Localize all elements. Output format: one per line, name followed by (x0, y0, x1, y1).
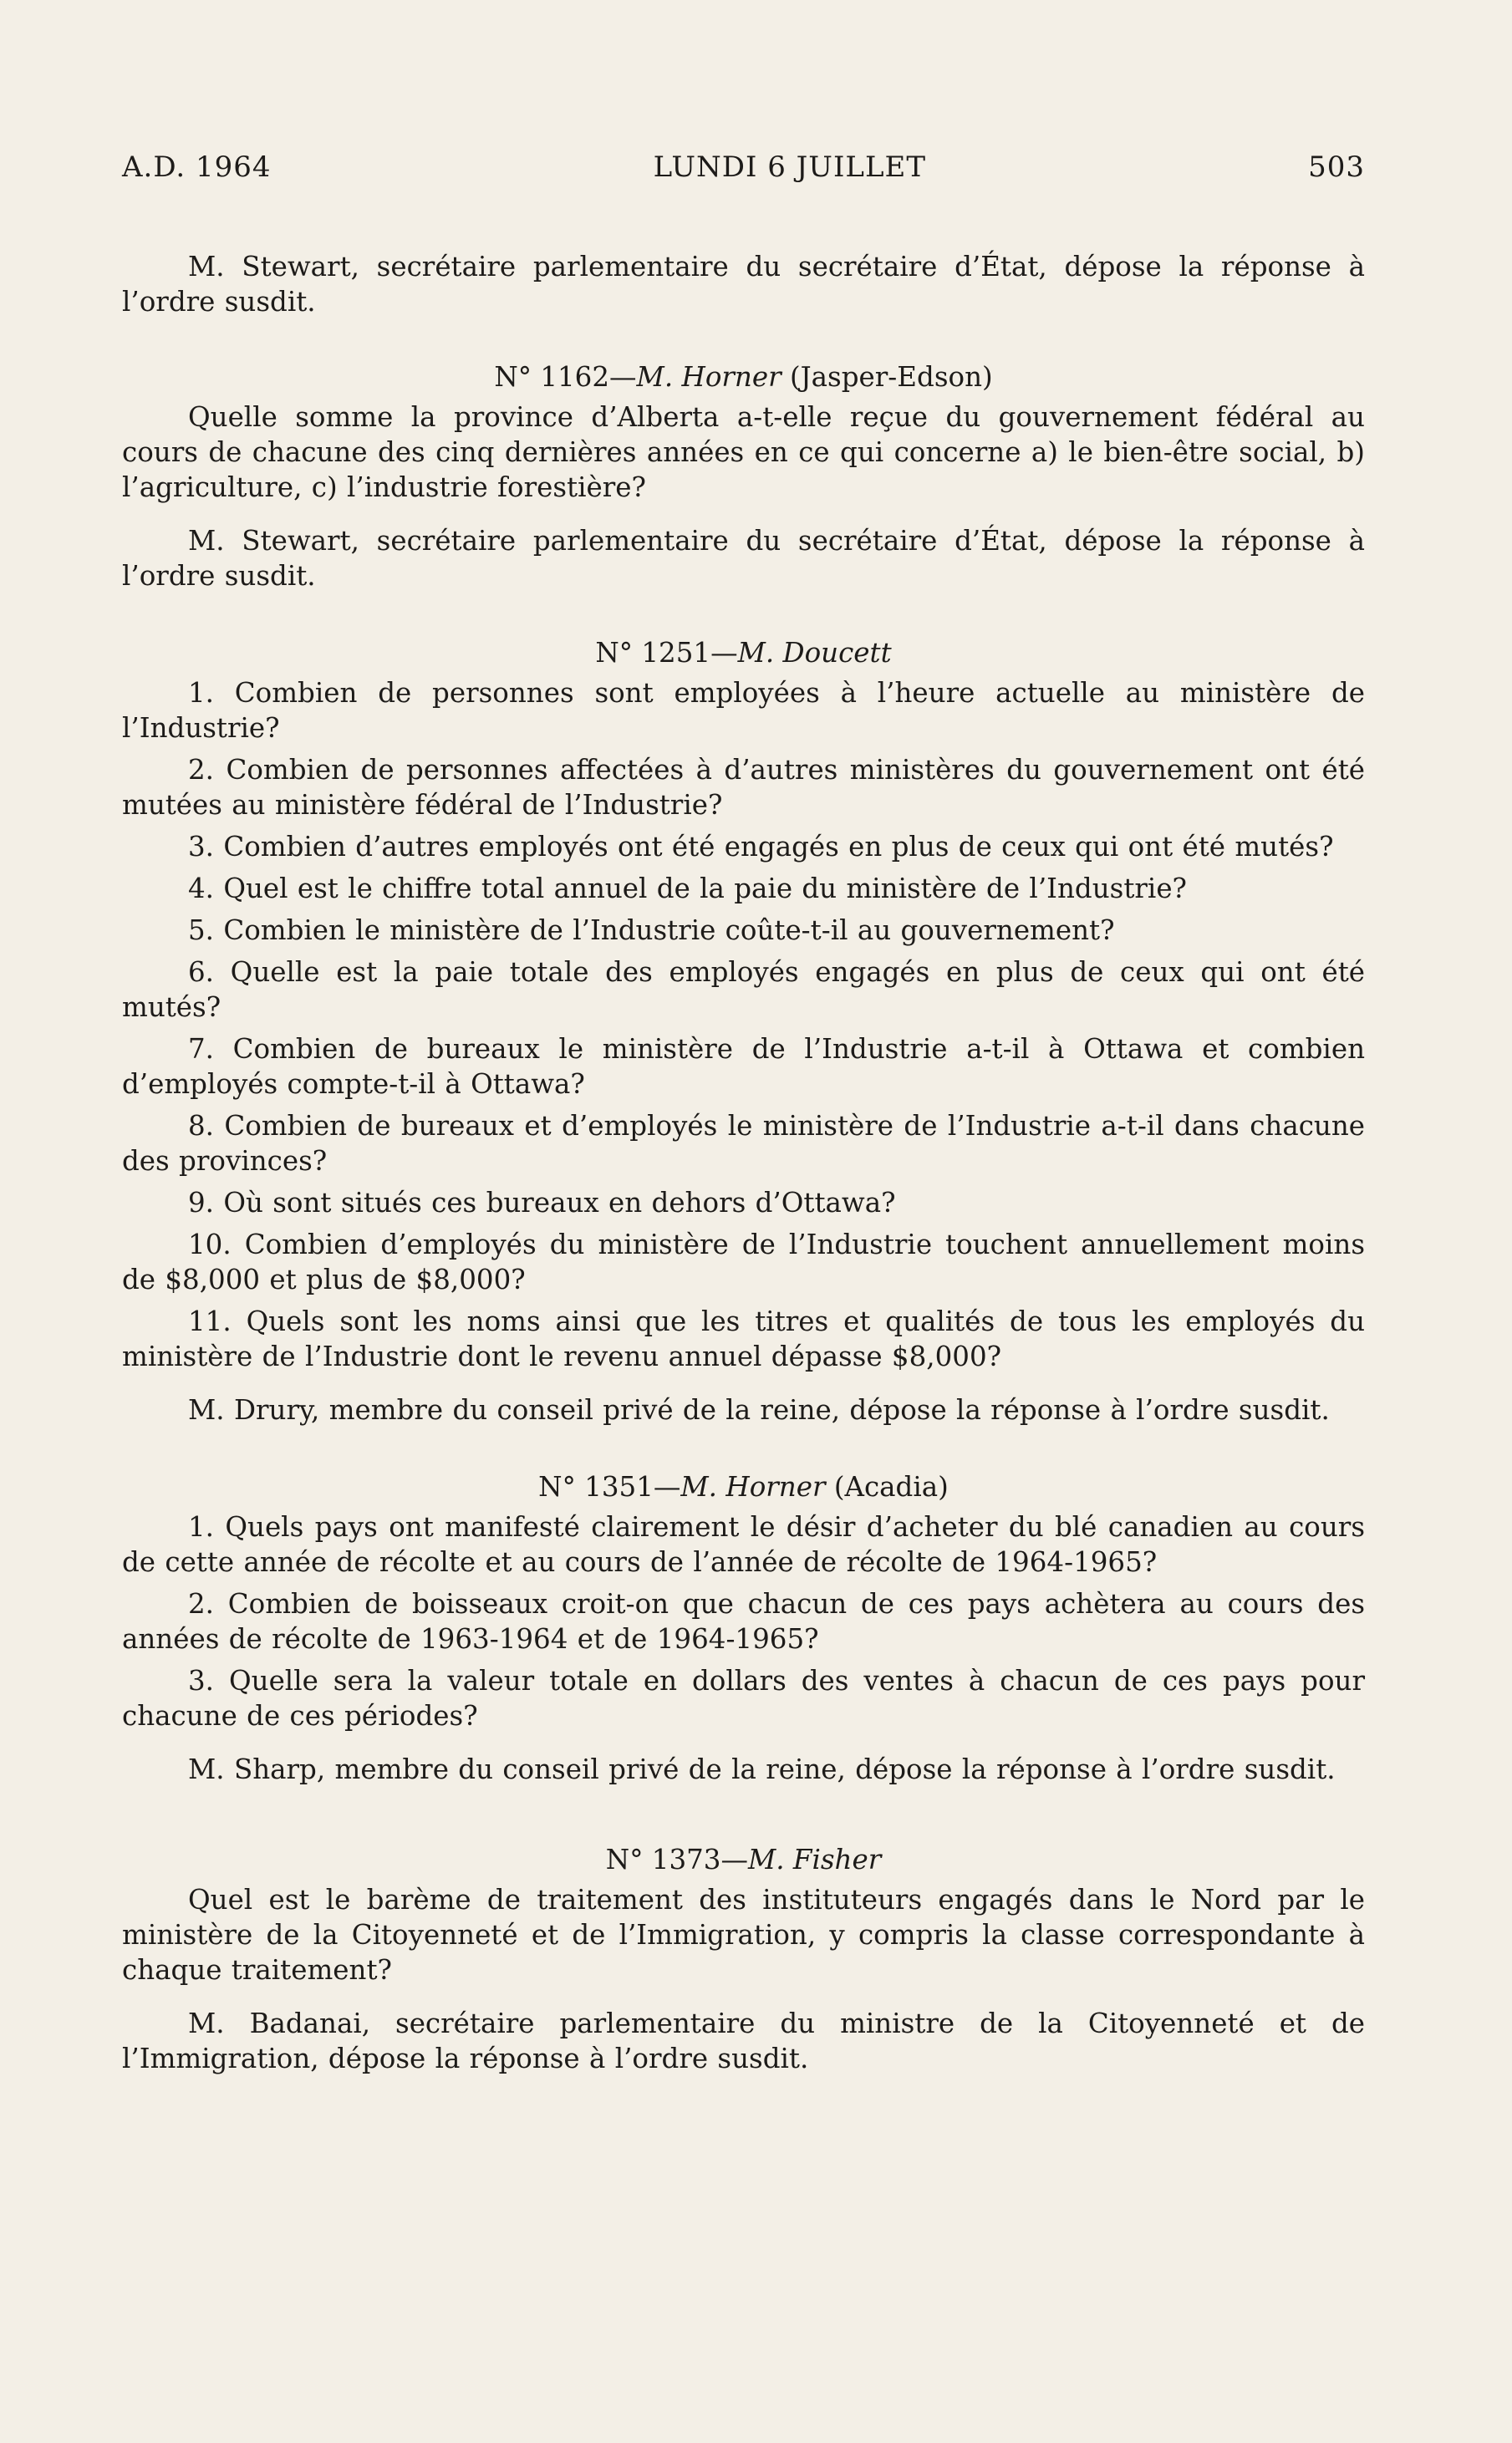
question-item: 8. Combien de bureaux et d’employés le ministère de l’Industrie a-t-il dans chacune des provinces? (122, 1110, 1365, 1177)
header-year: A.D. 1964 (122, 150, 272, 184)
question-item: 7. Combien de bureaux le ministère de l’Industrie a-t-il à Ottawa et combien d’employés compte-t-il à Ottawa? (122, 1033, 1365, 1100)
header-date: LUNDI 6 JUILLET (653, 150, 927, 184)
question-number: N° 1251— (595, 637, 738, 669)
question-item: 3. Combien d’autres employés ont été engagés en plus de ceux qui ont été mutés? (188, 831, 1334, 863)
question-item: 1. Quels pays ont manifesté clairement le désir d’acheter du blé canadien au cours de cette année de récolte et au cours de l’année de récolte de 1964-1965? (122, 1511, 1365, 1578)
paragraph: M. Stewart, secrétaire parlementaire du secrétaire d’État, dépose la réponse à l’ordre susdit. (122, 525, 1365, 592)
question-item: 4. Quel est le chiffre total annuel de la paie du ministère de l’Industrie? (188, 873, 1187, 904)
paragraph: M. Drury, membre du conseil privé de la reine, dépose la réponse à l’ordre susdit. (188, 1394, 1330, 1426)
paragraph: Quelle somme la province d’Alberta a-t-elle reçue du gouvernement fédéral au cours de chacune des cinq dernières années en ce qui concerne a) le bien-être social, b) l’agriculture, c) l’industrie forestière? (122, 401, 1365, 503)
question-item: 10. Combien d’employés du ministère de l’Industrie touchent annuellement moins de $8,000 et plus de $8,000? (122, 1229, 1365, 1295)
paragraph: M. Sharp, membre du conseil privé de la reine, dépose la réponse à l’ordre susdit. (188, 1753, 1336, 1785)
question-heading (122, 1469, 1365, 1504)
question-number: N° 1162— (494, 361, 637, 393)
question-heading (122, 359, 1365, 394)
question-heading (122, 1842, 1365, 1877)
question-number: N° 1373— (605, 1844, 748, 1876)
question-number: N° 1351— (538, 1471, 681, 1503)
member-name: M. Doucett (737, 637, 892, 669)
question-item: 6. Quelle est la paie totale des employés engagés en plus de ceux qui ont été mutés? (122, 956, 1365, 1023)
member-name: M. Fisher (747, 1844, 882, 1876)
page-number: 503 (1308, 150, 1365, 184)
member-name: M. Horner (680, 1471, 826, 1503)
question-heading (122, 635, 1365, 670)
question-item: 11. Quels sont les noms ainsi que les titres et qualités de tous les employés du ministère de l’Industrie dont le revenu annuel dépasse $8,000? (122, 1305, 1365, 1372)
riding-name: (Acadia) (825, 1471, 949, 1503)
question-item: 3. Quelle sera la valeur totale en dollars des ventes à chacun de ces pays pour chacune de ces périodes? (122, 1665, 1365, 1732)
member-name: M. Horner (636, 361, 781, 393)
question-item: 5. Combien le ministère de l’Industrie coûte-t-il au gouvernement? (188, 914, 1115, 946)
running-header (122, 150, 1365, 184)
question-item: 9. Où sont situés ces bureaux en dehors d’Ottawa? (188, 1187, 896, 1219)
page (122, 150, 1365, 2094)
paragraph: M. Badanai, secrétaire parlementaire du ministre de la Citoyenneté et de l’Immigration, dépose la réponse à l’ordre susdit. (122, 2008, 1365, 2074)
question-item: 2. Combien de boisseaux croit-on que chacun de ces pays achètera au cours des années de récolte de 1963-1964 et de 1964-1965? (122, 1588, 1365, 1655)
paragraph: Quel est le barème de traitement des instituteurs engagés dans le Nord par le ministère de la Citoyenneté et de l’Immigration, y compris la classe correspondante à chaque traitement? (122, 1884, 1365, 1986)
question-item: 2. Combien de personnes affectées à d’autres ministères du gouvernement ont été mutées au ministère fédéral de l’Industrie? (122, 754, 1365, 821)
paragraph: M. Stewart, secrétaire parlementaire du secrétaire d’État, dépose la réponse à l’ordre susdit. (122, 251, 1365, 318)
riding-name: (Jasper-Edson) (781, 361, 993, 393)
document-body (122, 249, 1365, 2076)
question-item: 1. Combien de personnes sont employées à l’heure actuelle au ministère de l’Industrie? (122, 677, 1365, 744)
